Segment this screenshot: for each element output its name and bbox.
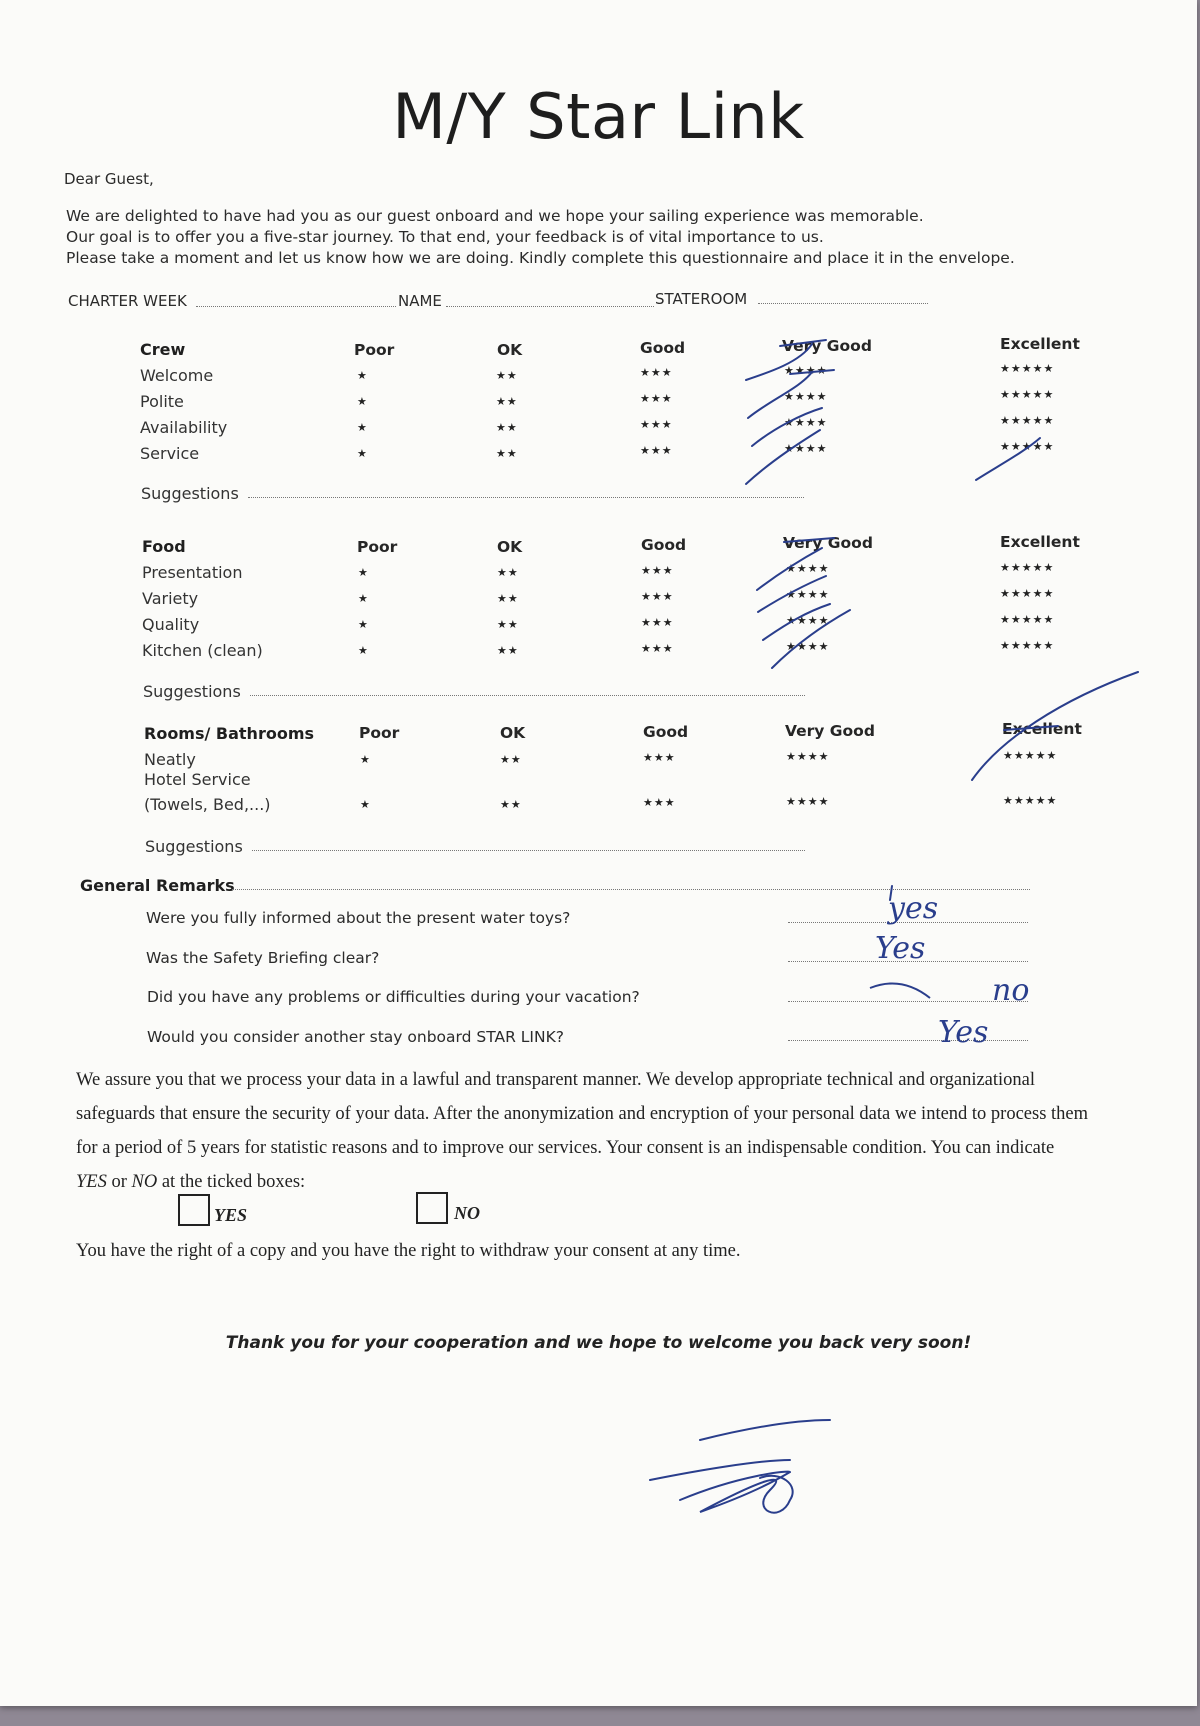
- rating-star-ok[interactable]: ★★: [496, 421, 518, 434]
- rating-star-excellent[interactable]: ★★★★★: [1000, 362, 1055, 375]
- answer-field-water-toys[interactable]: [788, 922, 1028, 923]
- crew-section-title: Crew: [140, 340, 186, 359]
- col-excellent: Excellent: [1000, 335, 1080, 353]
- col-excellent: Excellent: [1000, 533, 1080, 551]
- consent-yes-word: YES: [76, 1172, 107, 1192]
- rating-star-ok[interactable]: ★★: [497, 618, 519, 631]
- food-suggestions-field[interactable]: [250, 695, 805, 696]
- rating-star-excellent[interactable]: ★★★★★: [1000, 414, 1055, 427]
- crew-item: Polite: [140, 392, 184, 411]
- rating-star-good[interactable]: ★★★: [641, 642, 674, 655]
- consent-line: [76, 1165, 1156, 1199]
- question-problems: Did you have any problems or difficulties during your vacation?: [147, 988, 640, 1006]
- question-safety-briefing: Was the Safety Briefing clear?: [146, 949, 380, 967]
- rating-star-very-good[interactable]: ★★★★: [784, 364, 828, 377]
- consent-yes-checkbox[interactable]: [178, 1194, 210, 1226]
- rating-star-excellent[interactable]: ★★★★★: [1000, 613, 1055, 626]
- rating-star-excellent[interactable]: ★★★★★: [1000, 388, 1055, 401]
- rating-star-very-good[interactable]: ★★★★: [784, 390, 828, 403]
- food-item: Quality: [142, 615, 200, 634]
- rating-star-good[interactable]: ★★★: [641, 616, 674, 629]
- col-ok: OK: [500, 724, 526, 742]
- rooms-suggestions-field[interactable]: [252, 850, 805, 851]
- handwritten-answer: no: [992, 973, 1030, 1008]
- page-title: M/Y Star Link: [392, 80, 805, 153]
- rating-star-poor[interactable]: ★: [357, 395, 368, 408]
- rooms-item: (Towels, Bed,...): [144, 795, 271, 814]
- charter-week-label: CHARTER WEEK: [68, 292, 187, 310]
- consent-line: safeguards that ensure the security of your data. After the anonymization and encryption of your personal data we intend to process them: [76, 1104, 1089, 1124]
- food-item: Kitchen (clean): [142, 641, 263, 660]
- col-good: Good: [643, 723, 689, 741]
- rating-star-poor[interactable]: ★: [357, 447, 368, 460]
- col-ok: OK: [497, 341, 523, 359]
- rating-star-very-good[interactable]: ★★★★: [784, 442, 828, 455]
- handwritten-answer: Yes: [875, 931, 926, 966]
- rooms-item: Hotel Service: [144, 770, 251, 789]
- question-another-stay: Would you consider another stay onboard STAR LINK?: [147, 1028, 564, 1046]
- consent-text: [76, 1063, 1156, 1199]
- food-section-title: Food: [142, 537, 186, 556]
- rating-star-excellent[interactable]: ★★★★★: [1000, 639, 1055, 652]
- name-label: NAME: [398, 292, 442, 310]
- answer-field-another-stay[interactable]: [788, 1040, 1028, 1041]
- consent-yes-label: YES: [214, 1205, 248, 1225]
- crew-suggestions-field[interactable]: [248, 497, 804, 498]
- rating-star-very-good[interactable]: ★★★★: [786, 640, 830, 653]
- crew-item: Availability: [140, 418, 228, 437]
- rating-star-good[interactable]: ★★★: [640, 392, 673, 405]
- col-poor: Poor: [357, 538, 398, 556]
- consent-tail: at the ticked boxes:: [157, 1172, 306, 1192]
- rating-star-ok[interactable]: ★★: [496, 369, 518, 382]
- crew-item: Welcome: [140, 366, 214, 385]
- consent-no-checkbox[interactable]: [416, 1192, 448, 1224]
- rating-star-poor[interactable]: ★: [358, 566, 369, 579]
- col-very-good: Very Good: [783, 534, 873, 552]
- rating-star-poor[interactable]: ★: [360, 798, 371, 811]
- rating-star-very-good[interactable]: ★★★★: [786, 588, 830, 601]
- rooms-suggestions-label: Suggestions: [145, 837, 243, 856]
- name-field[interactable]: [446, 306, 654, 307]
- rating-star-good[interactable]: ★★★: [640, 444, 673, 457]
- rating-star-excellent[interactable]: ★★★★★: [1003, 749, 1058, 762]
- consent-line: for a period of 5 years for statistic reasons and to improve our services. Your consent is an indispensable condition. You can indicate: [76, 1138, 1055, 1158]
- rating-star-good[interactable]: ★★★: [640, 366, 673, 379]
- greeting: Dear Guest,: [64, 170, 154, 188]
- consent-or-word: or: [106, 1172, 132, 1192]
- rating-star-very-good[interactable]: ★★★★: [784, 416, 828, 429]
- rating-star-good[interactable]: ★★★: [641, 590, 674, 603]
- rating-star-poor[interactable]: ★: [358, 618, 369, 631]
- rating-star-excellent[interactable]: ★★★★★: [1000, 587, 1055, 600]
- rating-star-ok[interactable]: ★★: [497, 644, 519, 657]
- answer-field-safety-briefing[interactable]: [788, 961, 1028, 962]
- consent-line: We assure you that we process your data in a lawful and transparent manner. We develop appropriate technical and organizational: [76, 1070, 1036, 1090]
- food-item: Presentation: [142, 563, 243, 582]
- crew-suggestions-label: Suggestions: [141, 484, 239, 503]
- col-poor: Poor: [354, 341, 395, 359]
- rating-star-very-good[interactable]: ★★★★: [786, 562, 830, 575]
- rating-star-excellent[interactable]: ★★★★★: [1000, 440, 1055, 453]
- food-item: Variety: [142, 589, 199, 608]
- rating-star-poor[interactable]: ★: [358, 592, 369, 605]
- rating-star-ok[interactable]: ★★: [496, 447, 518, 460]
- tick-mark: [746, 430, 820, 484]
- general-remarks-field[interactable]: [232, 889, 1030, 890]
- rating-star-ok[interactable]: ★★: [500, 798, 522, 811]
- rating-star-ok[interactable]: ★★: [496, 395, 518, 408]
- col-very-good: Very Good: [782, 337, 872, 355]
- intro-line: Our goal is to offer you a five-star journey. To that end, your feedback is of vital importance to us.: [66, 228, 824, 246]
- handwritten-answer: yes: [888, 891, 939, 926]
- rating-star-excellent[interactable]: ★★★★★: [1000, 561, 1055, 574]
- rating-star-good[interactable]: ★★★: [643, 751, 676, 764]
- col-excellent: Excellent: [1002, 720, 1082, 738]
- col-good: Good: [640, 339, 686, 357]
- food-suggestions-label: Suggestions: [143, 682, 241, 701]
- rating-star-poor[interactable]: ★: [360, 753, 371, 766]
- intro-line: We are delighted to have had you as our guest onboard and we hope your sailing experience was memorable.: [66, 207, 924, 225]
- rating-star-good[interactable]: ★★★: [643, 796, 676, 809]
- col-ok: OK: [497, 538, 523, 556]
- rating-star-good[interactable]: ★★★: [641, 564, 674, 577]
- crew-item: Service: [140, 444, 200, 463]
- general-remarks-title: General Remarks: [80, 876, 235, 895]
- thank-you-message: Thank you for your cooperation and we hope to welcome you back very soon!: [225, 1333, 972, 1353]
- question-water-toys: Were you fully informed about the present water toys?: [146, 909, 571, 927]
- rating-star-very-good[interactable]: ★★★★: [786, 614, 830, 627]
- rooms-item: Neatly: [144, 750, 196, 769]
- stateroom-label: STATEROOM: [655, 290, 748, 308]
- rating-star-very-good[interactable]: ★★★★: [786, 750, 830, 763]
- rooms-section-title: Rooms/ Bathrooms: [144, 724, 315, 743]
- rating-star-ok[interactable]: ★★: [497, 592, 519, 605]
- charter-week-field[interactable]: [196, 306, 396, 307]
- col-poor: Poor: [359, 724, 400, 742]
- rating-star-good[interactable]: ★★★: [640, 418, 673, 431]
- rating-star-poor[interactable]: ★: [358, 644, 369, 657]
- intro-text: [66, 206, 1015, 269]
- signature: [650, 1420, 830, 1513]
- answer-field-problems[interactable]: [788, 1001, 1028, 1002]
- rating-star-ok[interactable]: ★★: [500, 753, 522, 766]
- col-very-good: Very Good: [785, 722, 875, 740]
- consent-no-word: NO: [131, 1172, 158, 1192]
- consent-rights-text: You have the right of a copy and you have the right to withdraw your consent at any time.: [76, 1241, 741, 1261]
- consent-no-label: NO: [454, 1203, 480, 1223]
- handwritten-answer: Yes: [938, 1015, 989, 1050]
- intro-line: Please take a moment and let us know how we are doing. Kindly complete this questionnaire and place it in the envelope.: [66, 249, 1015, 267]
- rating-star-ok[interactable]: ★★: [497, 566, 519, 579]
- stateroom-field[interactable]: [758, 303, 928, 304]
- rating-star-excellent[interactable]: ★★★★★: [1003, 794, 1058, 807]
- col-good: Good: [641, 536, 687, 554]
- rating-star-poor[interactable]: ★: [357, 369, 368, 382]
- crossed-out-mark: [870, 983, 930, 998]
- rating-star-very-good[interactable]: ★★★★: [786, 795, 830, 808]
- rating-star-poor[interactable]: ★: [357, 421, 368, 434]
